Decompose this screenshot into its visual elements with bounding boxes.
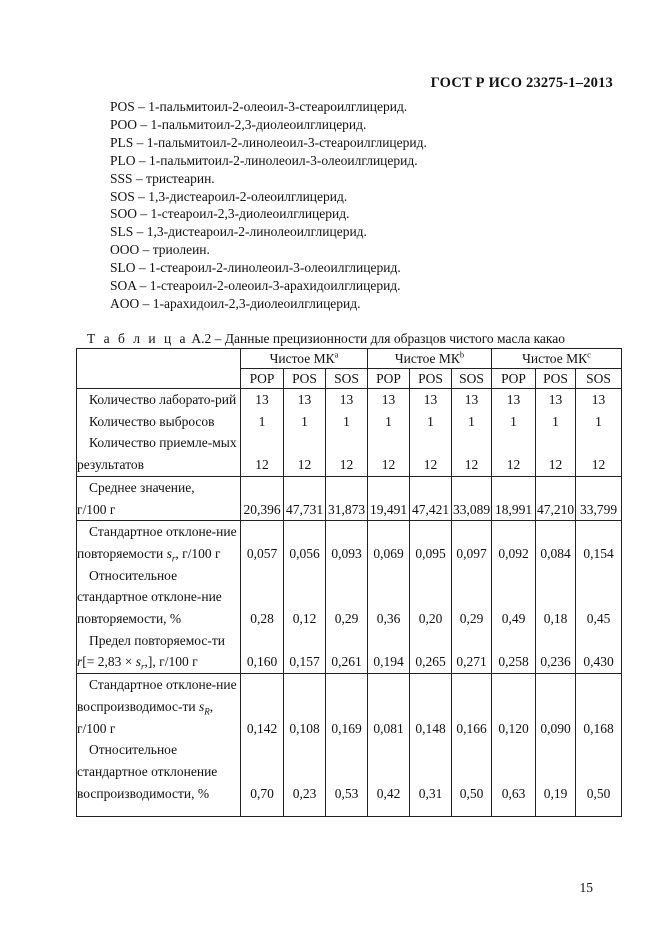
table-cell: 1 — [284, 411, 326, 433]
column-header: POP — [241, 369, 284, 389]
table-cell: 1 — [326, 411, 368, 433]
document-header: ГОСТ Р ИСО 23275-1–2013 — [430, 75, 613, 91]
table-cell: 0,157 — [284, 630, 326, 674]
column-header: SOS — [576, 369, 622, 389]
table-cell: 0,50 — [452, 739, 492, 817]
group-header: Чистое $МК^b$ — [368, 349, 492, 369]
table-cell: 12 — [492, 432, 536, 476]
table-cell: 0,120 — [492, 674, 536, 740]
table-row — [77, 389, 622, 411]
table-cell: 47,421 — [410, 476, 452, 520]
table-cell: 0,261 — [326, 630, 368, 674]
row-label: Количество выбросов — [77, 411, 241, 433]
table-cell: 0,49 — [492, 565, 536, 630]
table-cell: 0,168 — [576, 674, 622, 740]
table-cell: 0,056 — [284, 521, 326, 565]
table-cell: 0,36 — [368, 565, 410, 630]
table-cell: 13 — [284, 389, 326, 411]
table-row — [77, 630, 622, 674]
table-cell: 0,166 — [452, 674, 492, 740]
abbreviation-item: AOO – 1-арахидоил-2,3-диолеоилглицерид. — [110, 295, 361, 311]
table-cell: 0,084 — [536, 521, 576, 565]
table-cell: 12 — [536, 432, 576, 476]
abbreviation-item: SOS – 1,3-дистеароил-2-олеоилглицерид. — [110, 188, 348, 204]
abbreviation-item: SLS – 1,3-дистеароил-2-линолеоилглицерид. — [110, 224, 367, 240]
table-cell: 0,31 — [410, 739, 452, 817]
table-cell: 0,169 — [326, 674, 368, 740]
table-cell: 0,095 — [410, 521, 452, 565]
table-cell: 12 — [368, 432, 410, 476]
table-cell: 0,154 — [576, 521, 622, 565]
row-label: Стандартное отклоне-ние повторяемости $s_r$, г/100 г — [77, 521, 241, 565]
table-cell: 0,12 — [284, 565, 326, 630]
row-label: Предел повторяемос-ти $r[= 2,83 \times s_r,]$, г/100 г — [77, 630, 241, 674]
table-cell: 1 — [410, 411, 452, 433]
table-cell: 18,991 — [492, 476, 536, 520]
table-caption-text: А.2 – Данные прецизионности для образцов чистого масла какао — [188, 331, 566, 346]
table-cell: 12 — [452, 432, 492, 476]
abbreviation-item: SOO – 1-стеароил-2,3-диолеоилглицерид. — [110, 206, 350, 222]
table-cell: 13 — [576, 389, 622, 411]
table-cell: 0,70 — [241, 739, 284, 817]
table-row — [77, 674, 622, 740]
page-number: 15 — [579, 880, 593, 895]
table-cell: 12 — [284, 432, 326, 476]
column-header: SOS — [326, 369, 368, 389]
table-cell: 1 — [492, 411, 536, 433]
table-cell: 0,42 — [368, 739, 410, 817]
table-cell: 0,236 — [536, 630, 576, 674]
table-row — [77, 432, 622, 476]
table-cell: 0,090 — [536, 674, 576, 740]
abbreviation-item: SSS – тристеарин. — [110, 170, 215, 186]
precision-data-table — [76, 348, 622, 817]
table-cell: 0,142 — [241, 674, 284, 740]
table-cell: 1 — [368, 411, 410, 433]
table-cell: 0,057 — [241, 521, 284, 565]
abbreviation-item: OOO – триолеин. — [110, 242, 210, 258]
table-cell: 47,210 — [536, 476, 576, 520]
group-header: Чистое $МК^c$ — [492, 349, 622, 369]
table-cell: 0,18 — [536, 565, 576, 630]
group-header: Чистое $МК^a$ — [241, 349, 368, 369]
table-cell: 12 — [326, 432, 368, 476]
table-cell: 0,092 — [492, 521, 536, 565]
column-header: POS — [410, 369, 452, 389]
table-cell: 0,265 — [410, 630, 452, 674]
table-cell: 33,089 — [452, 476, 492, 520]
row-label: Количество приемле-мых результатов — [77, 432, 241, 476]
table-cell: 1 — [536, 411, 576, 433]
table-cell: 0,097 — [452, 521, 492, 565]
table-cell: 0,19 — [536, 739, 576, 817]
table-cell: 0,271 — [452, 630, 492, 674]
column-header: POS — [284, 369, 326, 389]
row-label: Относительное стандартное отклонение воспроизводимости, % — [77, 739, 241, 817]
table-cell: 0,45 — [576, 565, 622, 630]
row-label: Среднее значение, г/100 г — [77, 476, 241, 520]
abbreviation-item: POO – 1-пальмитоил-2,3-диолеоилглицерид. — [110, 116, 367, 132]
table-cell: 0,148 — [410, 674, 452, 740]
table-cell: 0,194 — [368, 630, 410, 674]
table-row — [77, 476, 622, 520]
column-header: POP — [492, 369, 536, 389]
table-cell: 0,093 — [326, 521, 368, 565]
table-cell: 0,53 — [326, 739, 368, 817]
table-row — [77, 521, 622, 565]
table-cell: 0,50 — [576, 739, 622, 817]
table-cell: 1 — [241, 411, 284, 433]
table-cell: 0,29 — [452, 565, 492, 630]
column-header: SOS — [452, 369, 492, 389]
table-cell: 0,258 — [492, 630, 536, 674]
table-cell: 0,069 — [368, 521, 410, 565]
abbreviation-item: PLO – 1-пальмитоил-2-линолеоил-3-олеоилглицерид. — [110, 152, 418, 168]
table-cell: 33,799 — [576, 476, 622, 520]
table-row — [77, 739, 622, 817]
table-caption-prefix: Т а б л и ц а — [87, 331, 189, 346]
table-cell: 47,731 — [284, 476, 326, 520]
table-cell: 13 — [492, 389, 536, 411]
table-cell: 13 — [368, 389, 410, 411]
table-cell: 13 — [452, 389, 492, 411]
table-cell: 13 — [536, 389, 576, 411]
table-cell: 0,430 — [576, 630, 622, 674]
row-label: Стандартное отклоне-ние воспроизводимос-ти $s_R$, г/100 г — [77, 674, 241, 740]
table-cell: 13 — [326, 389, 368, 411]
table-caption — [87, 331, 565, 347]
table-cell: 0,29 — [326, 565, 368, 630]
table-cell: 12 — [410, 432, 452, 476]
table-cell: 19,491 — [368, 476, 410, 520]
row-label: Количество лаборато-рий — [77, 389, 241, 411]
row-label: Относительное стандартное отклоне-ние повторяемости, % — [77, 565, 241, 630]
column-header: POS — [536, 369, 576, 389]
table-cell: 20,396 — [241, 476, 284, 520]
table-cell: 1 — [452, 411, 492, 433]
column-header: POP — [368, 369, 410, 389]
table-cell: 13 — [410, 389, 452, 411]
table-cell: 0,23 — [284, 739, 326, 817]
table-row — [77, 411, 622, 433]
table-cell: 1 — [576, 411, 622, 433]
table-cell: 0,160 — [241, 630, 284, 674]
table-cell: 12 — [576, 432, 622, 476]
table-corner-cell — [77, 349, 241, 389]
abbreviation-item: PLS – 1-пальмитоил-2-линолеоил-3-стеароилглицерид. — [110, 134, 427, 150]
table-cell: 0,63 — [492, 739, 536, 817]
abbreviation-item: POS – 1-пальмитоил-2-олеоил-3-стеароилглицерид. — [110, 99, 408, 114]
table-cell: 0,108 — [284, 674, 326, 740]
abbreviation-item: SLO – 1-стеароил-2-линолеоил-3-олеоилглицерид. — [110, 260, 401, 276]
table-cell: 0,28 — [241, 565, 284, 630]
table-cell: 0,20 — [410, 565, 452, 630]
abbreviation-item: SOA – 1-стеароил-2-олеоил-3-арахидоилглицерид. — [110, 278, 401, 294]
table-cell: 13 — [241, 389, 284, 411]
table-cell: 12 — [241, 432, 284, 476]
table-cell: 31,873 — [326, 476, 368, 520]
table-cell: 0,081 — [368, 674, 410, 740]
abbreviation-list — [110, 98, 427, 313]
table-row — [77, 565, 622, 630]
